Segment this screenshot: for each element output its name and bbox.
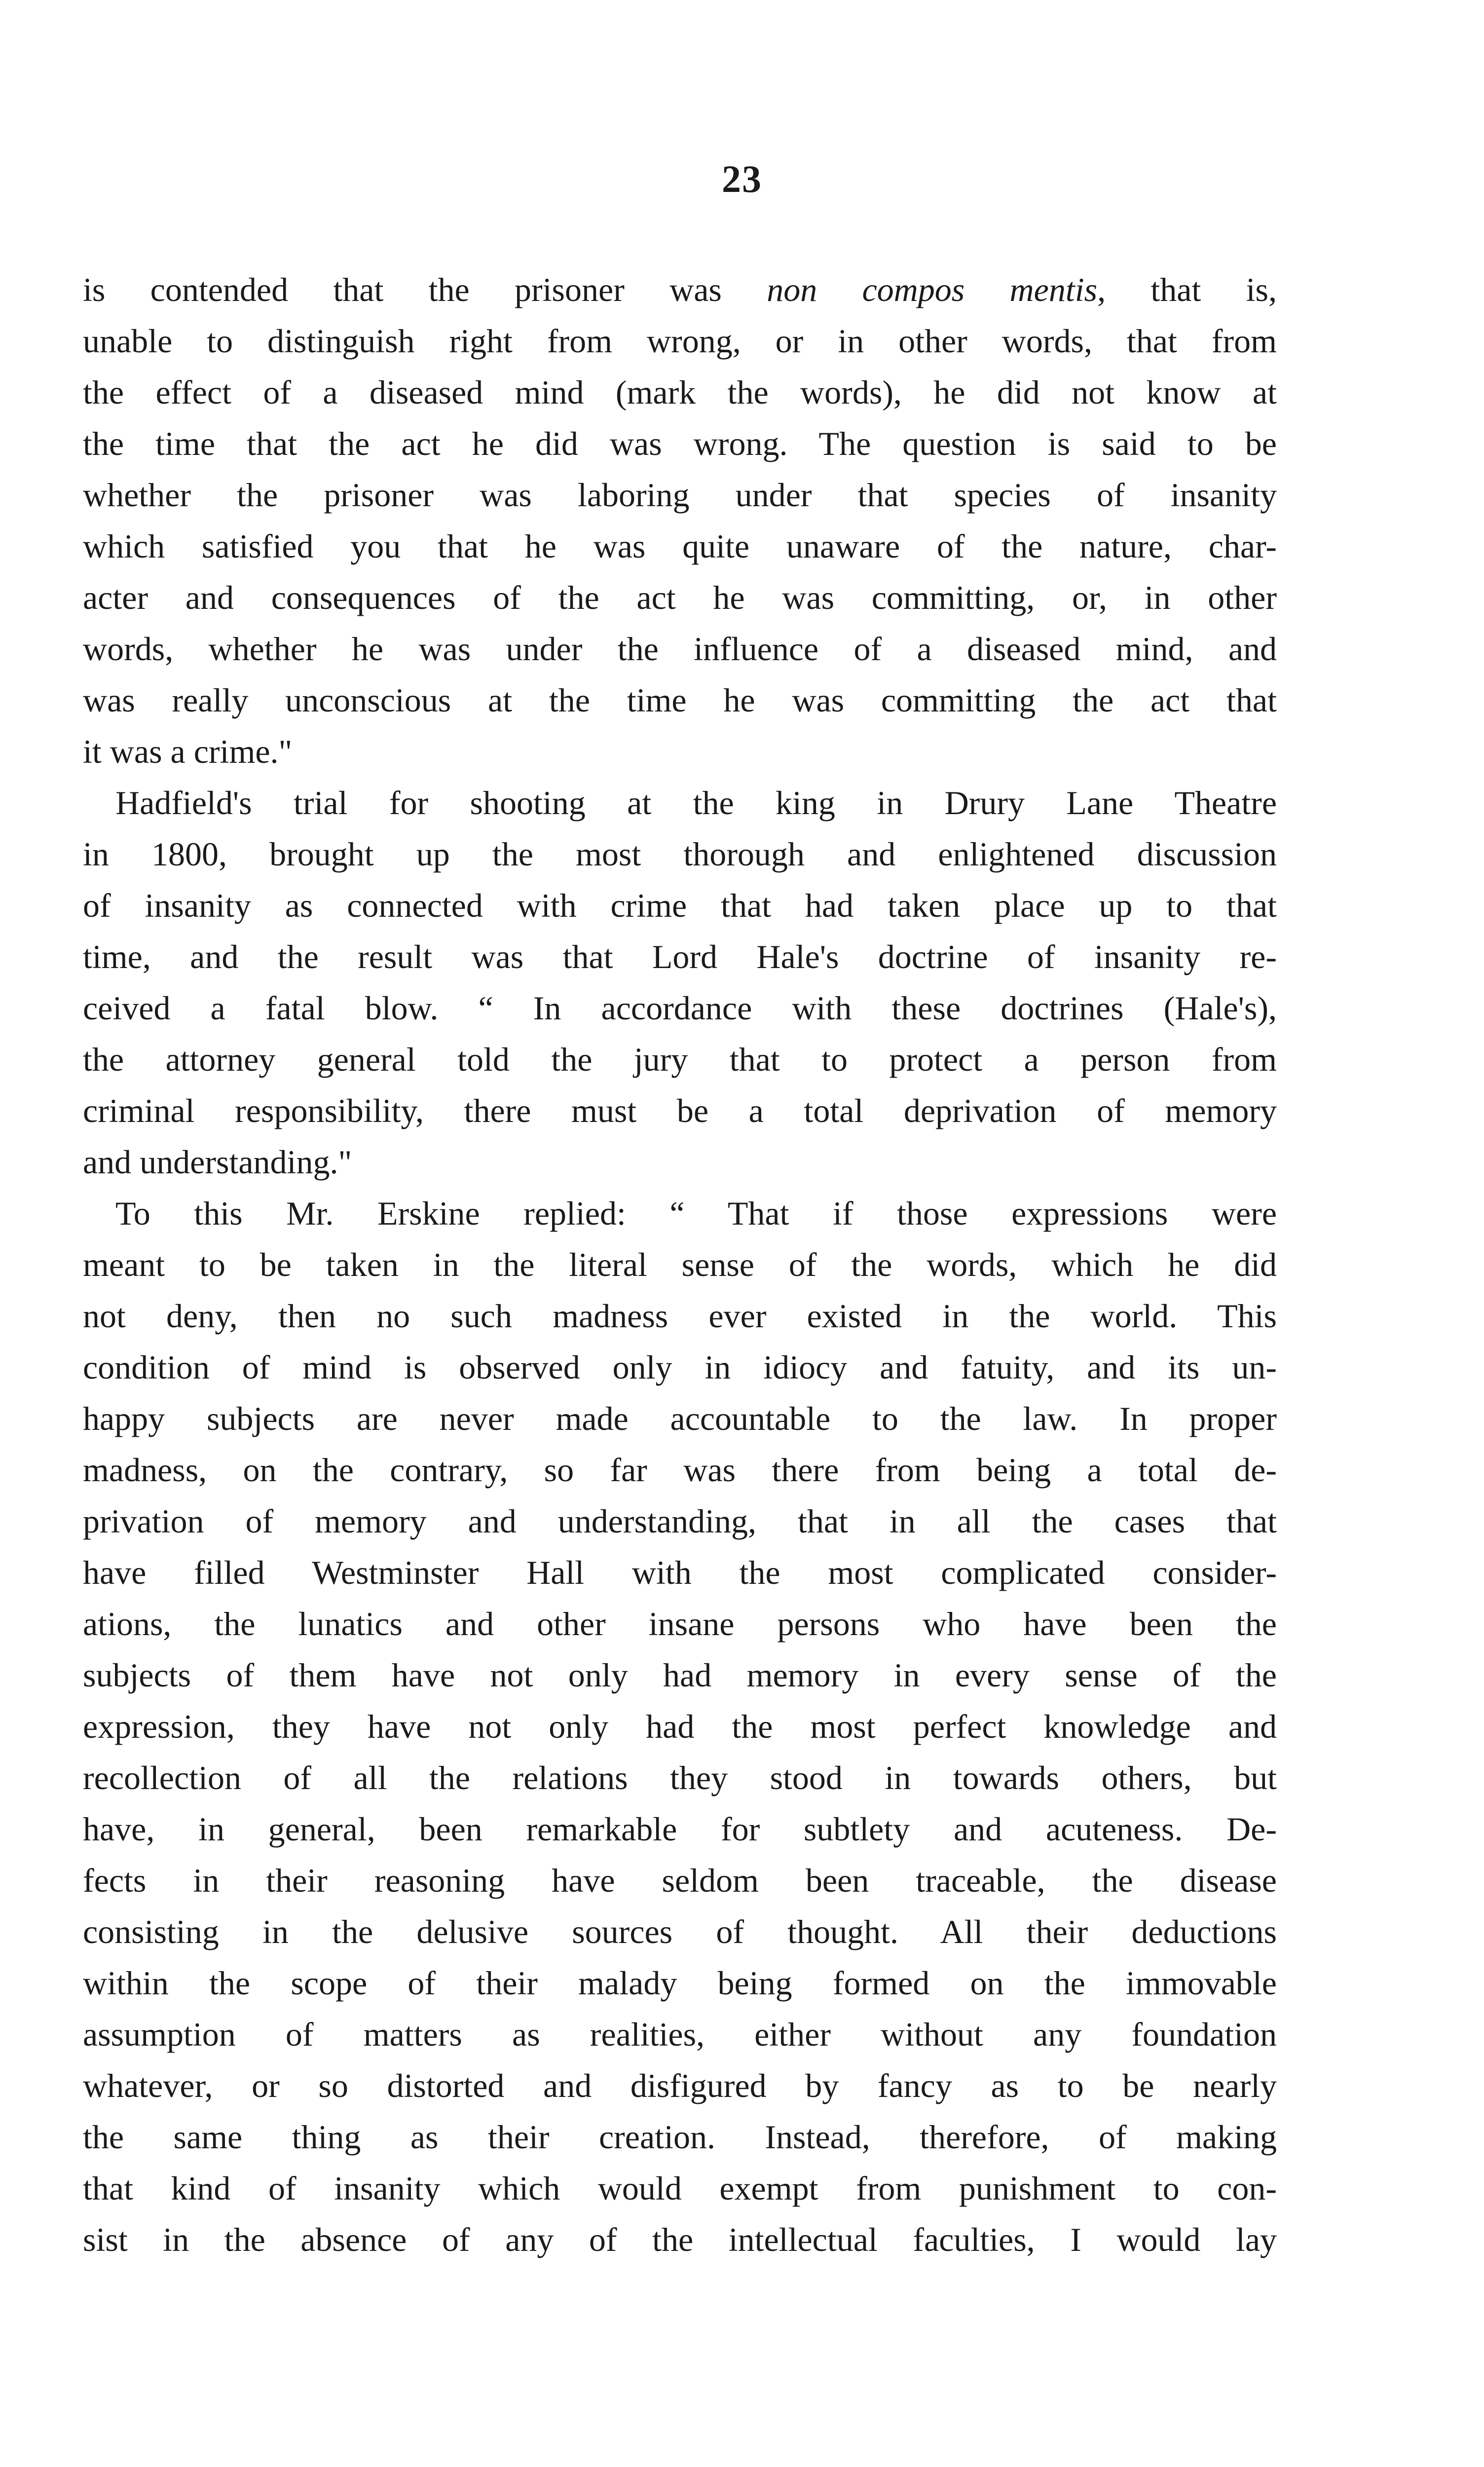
text-run: consisting in the delusive sources of thought. All their deductions [83,1913,1277,1950]
text-line [83,2009,1277,2060]
text-line [83,264,1277,315]
text-run: in 1800, brought up the most thorough and enlightened discussion [83,835,1277,873]
text-run: madness, on the contrary, so far was there from being a total de- [83,1451,1277,1489]
text-line [83,1803,1277,1855]
text-run: the time that the act he did was wrong. The question is said to be [83,425,1277,462]
text-line [83,1393,1277,1444]
text-run: recollection of all the relations they stood in towards others, but [83,1759,1277,1796]
text-line [83,1085,1277,1136]
text-run: criminal responsibility, there must be a total deprivation of memory [83,1092,1277,1129]
text-run: and understanding." [83,1143,352,1181]
text-line [83,1906,1277,1957]
text-line [83,572,1277,623]
text-run: acter and consequences of the act he was committing, or, in other [83,579,1277,616]
text-run: have, in general, been remarkable for subtlety and acuteness. De- [83,1810,1277,1848]
text-line [83,880,1277,931]
text-run: Hadfield's trial for shooting at the king in Drury Lane Theatre [115,784,1277,822]
text-run: was really unconscious at the time he was committing the act that [83,681,1277,719]
text-run: expression, they have not only had the most perfect knowledge and [83,1708,1277,1745]
text-run: the same thing as their creation. Instead, therefore, of making [83,2118,1277,2156]
text-run: whether the prisoner was laboring under that species of insanity [83,476,1277,514]
text-line [83,1034,1277,1085]
text-run: ations, the lunatics and other insane persons who have been the [83,1605,1277,1643]
text-run: assumption of matters as realities, either without any foundation [83,2016,1277,2053]
text-run: within the scope of their malady being formed on the immovable [83,1964,1277,2002]
text-line [83,1136,1277,1188]
text-line [83,931,1277,982]
text-line [83,469,1277,521]
text-line [83,418,1277,469]
text-line [83,1855,1277,1906]
text-line [83,1701,1277,1752]
text-line [83,2060,1277,2111]
body-text [83,264,1277,2265]
text-line [83,1290,1277,1342]
text-line [83,1188,1277,1239]
text-line [83,726,1277,777]
text-line [83,1342,1277,1393]
text-line [83,623,1277,674]
text-run: not deny, then no such madness ever existed in the world. This [83,1297,1277,1335]
text-run: condition of mind is observed only in idiocy and fatuity, and its un- [83,1348,1277,1386]
text-line [83,2214,1277,2265]
text-line [83,982,1277,1034]
text-run: unable to distinguish right from wrong, or in other words, that from [83,322,1277,360]
text-line [83,521,1277,572]
text-line [83,1547,1277,1598]
text-run: which satisfied you that he was quite unaware of the nature, char- [83,527,1277,565]
text-run: To this Mr. Erskine replied: “ That if those expressions were [115,1195,1277,1232]
text-run: have filled Westminster Hall with the most complicated consider- [83,1554,1277,1591]
text-line [83,2111,1277,2163]
text-line [83,1444,1277,1495]
page-number: 23 [722,157,762,200]
text-line [83,674,1277,726]
text-line [83,367,1277,418]
text-run: subjects of them have not only had memory in every sense of the [83,1656,1277,1694]
text-line [83,315,1277,367]
text-run: whatever, or so distorted and disfigured by fancy as to be nearly [83,2067,1277,2104]
italic-phrase: non compos mentis [767,271,1098,308]
text-line [83,1239,1277,1290]
text-run: of insanity as connected with crime that had taken place up to that [83,887,1277,924]
text-run: fects in their reasoning have seldom been traceable, the disease [83,1862,1277,1899]
text-line [83,1752,1277,1803]
text-run: time, and the result was that Lord Hale's doctrine of insanity re- [83,938,1277,975]
text-run: that kind of insanity which would exempt from punishment to con- [83,2169,1277,2207]
text-run: is contended that the prisoner was [83,271,767,308]
text-line [83,828,1277,880]
text-run: the effect of a diseased mind (mark the words), he did not know at [83,374,1277,411]
text-run: happy subjects are never made accountable to the law. In proper [83,1400,1277,1437]
text-line [83,777,1277,828]
text-run: the attorney general told the jury that to protect a person from [83,1041,1277,1078]
text-run: privation of memory and understanding, that in all the cases that [83,1502,1277,1540]
text-line [83,1598,1277,1649]
text-run: it was a crime." [83,733,293,770]
text-line [83,2163,1277,2214]
text-line [83,1495,1277,1547]
text-line [83,1649,1277,1701]
text-run: , that is, [1097,271,1277,308]
text-run: words, whether he was under the influence of a diseased mind, and [83,630,1277,668]
text-run: sist in the absence of any of the intellectual faculties, I would lay [83,2221,1277,2258]
text-run: meant to be taken in the literal sense of the words, which he did [83,1246,1277,1283]
text-line [83,1957,1277,2009]
text-run: ceived a fatal blow. “ In accordance with these doctrines (Hale's), [83,989,1277,1027]
